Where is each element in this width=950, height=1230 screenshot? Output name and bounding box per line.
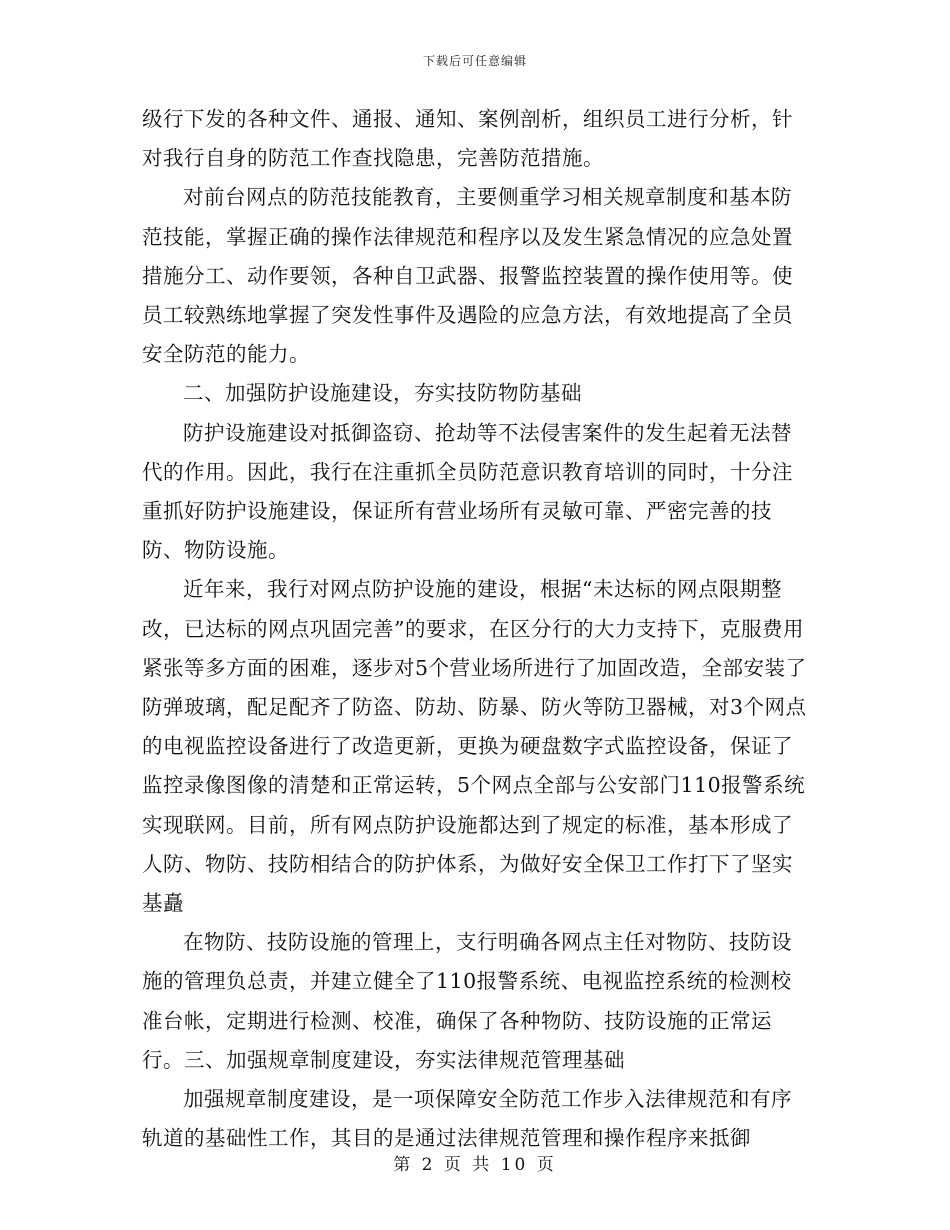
- document-body: [142, 100, 812, 1158]
- paragraph-5: 在物防、技防设施的管理上，支行明确各网点主任对物防、技防设施的管理负总责，并建立健全了110报警系统、电视监控系统的检测校准台帐，定期进行检测、校准，确保了各种物防、技防设施的正常运行。三、加强规章制度建设，夯实法律规范管理基础: [142, 930, 792, 1072]
- page-number-footer: 第 2 页 共 10 页: [393, 1155, 557, 1175]
- paragraph-2: 对前台网点的防范技能教育，主要侧重学习相关规章制度和基本防范技能，掌握正确的操作法律规范和程序以及发生紧急情况的应急处置措施分工、动作要领，各种自卫武器、报警监控装置的操作使用等。使员工较熟练地掌握了突发性事件及遇险的应急方法，有效地提高了全员安全防范的能力。: [142, 185, 793, 367]
- section-heading-2: 二、加强防护设施建设，夯实技防物防基础: [183, 381, 582, 406]
- paragraph-1: 级行下发的各种文件、通报、通知、案例剖析，组织员工进行分析，针对我行自身的防范工作查找隐患，完善防范措施。: [142, 107, 793, 171]
- page-header: 下载后可任意编辑: [422, 54, 527, 68]
- paragraph-4: 近年来，我行对网点防护设施的建设，根据“未达标的网点限期整改，已达标的网点巩固完善”的要求，在区分行的大力支持下，克服费用紧张等多方面的困难，逐步对5个营业场所进行了加固改造，全部安装了防弹玻璃，配足配齐了防盗、防劫、防暴、防火等防卫器械，对3个网点的电视监控设备进行了改造更新，更换为硬盘数字式监控设备，保证了监控录像图像的清楚和正常运转，5个网点全部与公安部门110报警系统实现联网。目前，所有网点防护设施都达到了规定的标准，基本形成了人防、物防、技防相结合的防护体系，为做好安全保卫工作打下了坚实基矗: [142, 577, 807, 916]
- paragraph-3: 防护设施建设对抵御盗窃、抢劫等不法侵害案件的发生起着无法替代的作用。因此，我行在注重抓全员防范意识教育培训的同时，十分注重抓好防护设施建设，保证所有营业场所有灵敏可靠、严密完善的技防、物防设施。: [142, 420, 793, 563]
- paragraph-6: 加强规章制度建设，是一项保障安全防范工作步入法律规范和有序轨道的基础性工作，其目的是通过法律规范管理和操作程序来抵御: [142, 1087, 792, 1151]
